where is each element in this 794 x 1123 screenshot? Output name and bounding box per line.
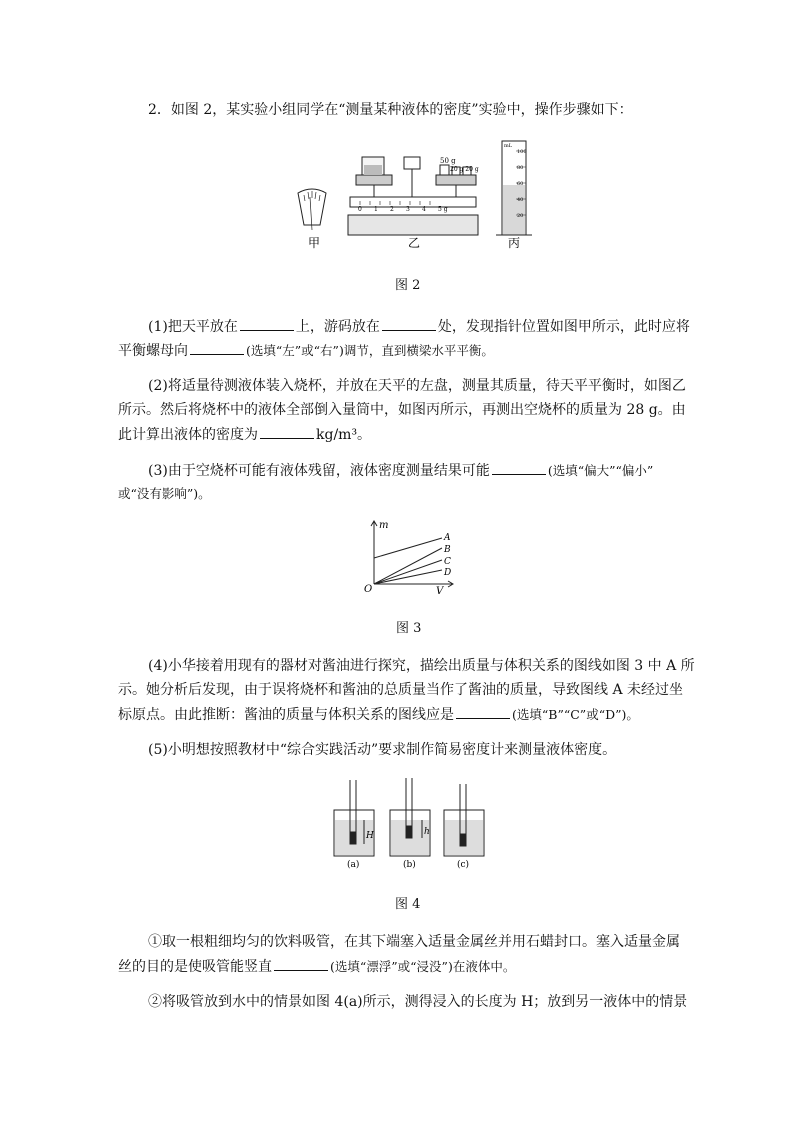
label-A: A [444,533,451,543]
q4-line1: (4)小华接着用现有的器材对酱油进行探究，描绘出质量与体积关系的图线如图 3 中 A 所 [148,658,695,674]
cylinder-tick-label: 100 [517,149,527,155]
label-C: C [444,557,451,567]
blank-2[interactable] [260,424,314,439]
blank-1b[interactable] [382,316,436,331]
cylinder-unit: mL [504,143,513,149]
q3-text-b: (选填“偏大”“偏小” [547,463,654,478]
sub-a: (a) [347,860,360,870]
balance-scale-number: 5 g [438,206,448,213]
sub-b: (b) [403,860,416,870]
balance-scale-number: 3 [406,206,410,213]
q3-line2: 或“没有影响”)。 [118,486,211,501]
figure-3 [360,518,460,598]
axis-m: m [379,520,389,531]
q3-line1 [148,460,653,481]
line-A [374,538,442,558]
cylinder-tick-label: 80 [517,165,524,171]
cylinder-bing [496,141,532,235]
q6-text-b: (选填“漂浮”或“浸没”)在液体中。 [330,959,516,974]
weight-20g: 20 g 20 g [450,166,479,173]
label-D: D [444,568,452,578]
figure-2 [290,135,540,255]
q1-text-a: (1)把天平放在 [148,319,238,335]
cylinder-tick-label: 20 [517,213,524,219]
q3-text-a: (3)由于空烧杯可能有液体残留，液体密度测量结果可能 [148,463,490,479]
cylinder-tick-label: 60 [517,181,524,187]
q1-text-e: (选填“左”或“右”)调节，直到横梁水平平衡。 [246,343,494,358]
q4-line2: 示。她分析后发现，由于误将烧杯和酱油的总质量当作了酱油的质量，导致图线 A 未经过坐 [118,682,684,698]
label-bing: 丙 [508,236,521,250]
q6-text-a: 丝的目的是使吸管能竖直 [118,959,272,975]
balance-scale-number: 0 [358,206,362,213]
balance-scale-number: 2 [390,206,394,213]
dial-jia [298,189,326,230]
label-yi: 乙 [408,236,421,250]
q1-line2 [118,340,494,361]
q6-line1: ①取一根粗细均匀的饮料吸管，在其下端塞入适量金属丝并用石蜡封口。塞入适量金属 [148,934,680,950]
blank-4[interactable] [456,704,510,719]
q4-line3 [118,704,639,725]
blank-6[interactable] [274,956,328,971]
q5-line1: (5)小明想按照教材中“综合实践活动”要求制作简易密度计来测量液体密度。 [148,742,617,758]
axis-V: V [436,586,444,597]
blank-1c[interactable] [190,340,244,355]
q7-line1: ②将吸管放到水中的情景如图 4(a)所示，测得浸入的长度为 H；放到另一液体中的情景 [148,994,688,1010]
q6-line2 [118,956,515,977]
figure-3-caption: 图 3 [396,621,422,636]
label-H: H [366,831,374,841]
label-B: B [444,545,451,555]
q2-line3 [118,424,371,445]
q4-text-a: 标原点。由此推断：酱油的质量与体积关系的图线应是 [118,707,454,723]
cylinder-tick-label: 40 [517,197,524,203]
q4-text-b: (选填“B”“C”或“D”)。 [512,707,639,722]
q2-text-b: kg/m³。 [316,427,372,443]
question-intro: 2．如图 2，某实验小组同学在“测量某种液体的密度”实验中，操作步骤如下： [148,102,633,118]
q2-line1: (2)将适量待测液体装入烧杯，并放在天平的左盘，测量其质量，待天平平衡时，如图乙 [148,378,686,394]
label-h: h [424,827,430,837]
origin-O: O [364,584,373,595]
q2-text-a: 此计算出液体的密度为 [118,427,258,443]
sub-c: (c) [457,860,470,870]
line-B [374,548,442,584]
q1-text-d: 平衡螺母向 [118,343,188,359]
q1-text-c: 处，发现指针位置如图甲所示，此时应将 [437,319,690,335]
balance-scale-number: 4 [422,206,426,213]
q1-text-b: 上，游码放在 [295,319,380,335]
q1-line1 [148,316,690,337]
weight-50g: 50 g [440,157,456,165]
blank-3[interactable] [492,460,546,475]
figure-2-caption: 图 2 [395,278,421,293]
figure-4 [326,774,486,874]
figure-4-caption: 图 4 [395,897,421,912]
balance-scale-number: 1 [374,206,378,213]
label-jia: 甲 [308,236,321,250]
q2-line2: 所示。然后将烧杯中的液体全部倒入量筒中，如图丙所示，再测出空烧杯的质量为 28 g。由 [118,402,686,418]
blank-1a[interactable] [240,316,294,331]
